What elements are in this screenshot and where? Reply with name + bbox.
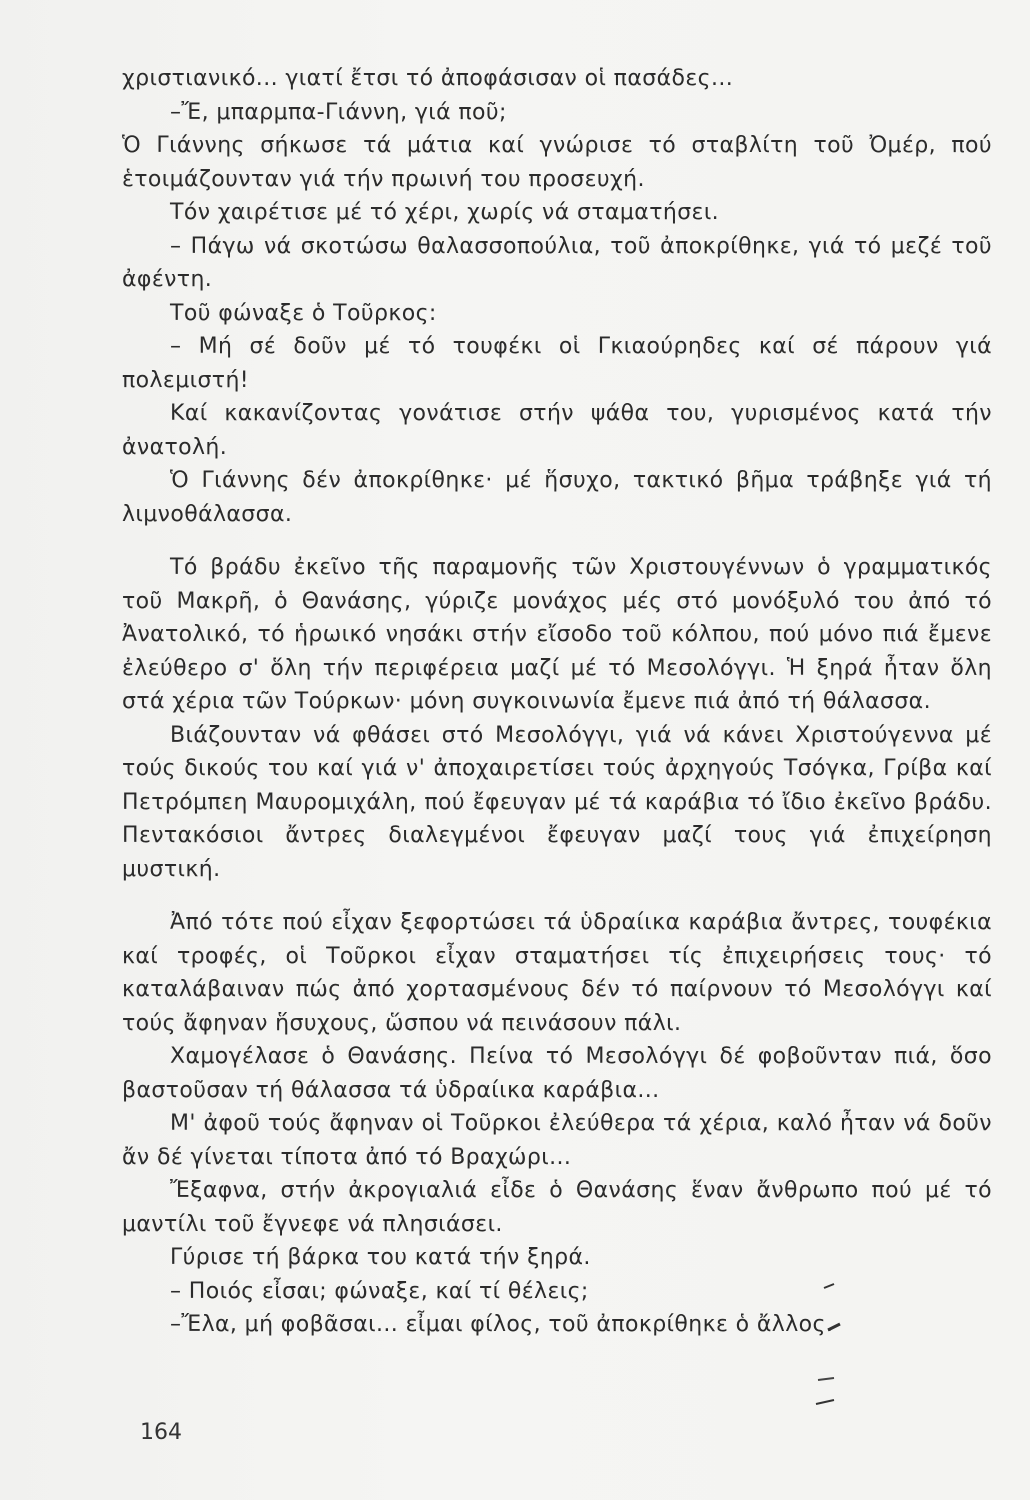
pencil-mark <box>816 1400 834 1404</box>
paragraph: –Ἔλα, μή φοβᾶσαι... εἶμαι φίλος, τοῦ ἀποκρίθηκε ὁ ἄλλος. <box>170 1312 834 1337</box>
paragraph: Χαμογέλασε ὁ Θανάσης. Πείνα τό Μεσολόγγι δέ φοβοῦνταν πιά, ὅσο βαστοῦσαν τή θάλασσα τά ὑδραίικα καράβια... <box>122 1044 992 1103</box>
paragraph: Τοῦ φώναξε ὁ Τοῦρκος: <box>170 300 437 326</box>
paragraph: Μ' ἀφοῦ τούς ἄφηναν οἱ Τοῦρκοι ἐλεύθερα τά χέρια, καλό ἦταν νά δοῦν ἄν δέ γίνεται τίποτα ἀπό τό Βραχώρι... <box>122 1111 992 1170</box>
pencil-mark <box>824 1284 834 1288</box>
page-number: 164 <box>140 1420 182 1445</box>
paragraph: – Πάγω νά σκοτώσω θαλασσοπούλια, τοῦ ἀποκρίθηκε, γιά τό μεζέ τοῦ ἀφέντη. <box>122 233 992 292</box>
paragraph: –Ἔ, μπαρμπα-Γιάννη, γιά ποῦ; <box>170 99 507 125</box>
paragraph: Ὁ Γιάννης δέν ἀποκρίθηκε· μέ ἥσυχο, τακτικό βῆμα τράβηξε γιά τή λιμνοθάλασσα. <box>122 468 992 527</box>
paragraph: Ἔξαφνα, στήν ἀκρογιαλιά εἶδε ὁ Θανάσης ἕναν ἄνθρωπο πού μέ τό μαντίλι τοῦ ἔγνεφε νά πλησιάσει. <box>122 1178 992 1237</box>
margin-pencil-marks <box>810 1280 850 1420</box>
paragraph: Βιάζουνταν νά φθάσει στό Μεσολόγγι, γιά νά κάνει Χριστούγεννα μέ τούς δικούς του καί γιά ν' ἀποχαιρετίσει τούς ἀρχηγούς Τσόγκα, Γρίβα καί Πετρόμπεη Μαυρομιχάλη, πού ἔφευγαν μέ τά καράβια τό ἴδιο ἐκεῖνο βράδυ. Πεντακόσιοι ἄντρες διαλεγμένοι ἔφευγαν μαζί τους γιά ἐπιχείρηση μυστική. <box>122 722 992 882</box>
pencil-mark <box>818 1378 834 1380</box>
paragraph: Τό βράδυ ἐκεῖνο τῆς παραμονῆς τῶν Χριστουγέννων ὁ γραμματικός τοῦ Μακρῆ, ὁ Θανάσης, γύριζε μονάχος μές στό μονόξυλό του ἀπό τό Ἀνατολικό, τό ἡρωικό νησάκι στήν εἴσοδο τοῦ κόλπου, πού μόνο πιά ἔμενε ἐλεύθερο σ' ὅλη τήν περιφέρεια μαζί μέ τό Μεσολόγγι. Ἡ ξηρά ἦταν ὅλη στά χέρια τῶν Τούρκων· μόνη συγκοινωνία ἔμενε πιά ἀπό τή θάλασσα. <box>122 555 992 714</box>
paragraph: Τόν χαιρέτισε μέ τό χέρι, χωρίς νά σταματήσει. <box>170 200 720 225</box>
paragraph: χριστιανικό... γιατί ἔτσι τό ἀποφάσισαν οἱ πασάδες... <box>122 66 734 91</box>
pencil-mark <box>828 1324 840 1330</box>
paragraph: Καί κακανίζοντας γονάτισε στήν ψάθα του, γυρισμένος κατά τήν ἀνατολή. <box>122 401 992 460</box>
paragraph: Ἀπό τότε πού εἶχαν ξεφορτώσει τά ὑδραίικα καράβια ἄντρες, τουφέκια καί τροφές, οἱ Τοῦρκοι εἶχαν σταματήσει τίς ἐπιχειρήσεις τους· τό καταλάβαιναν πώς ἀπό χορτασμένους δέν τό παίρνουν τό Μεσολόγγι καί τούς ἄφηναν ἥσυχους, ὥσπου νά πεινάσουν πάλι. <box>122 910 992 1036</box>
paragraph: Γύρισε τή βάρκα του κατά τήν ξηρά. <box>170 1245 591 1270</box>
paragraph: – Μή σέ δοῦν μέ τό τουφέκι οἱ Γκιαούρηδες καί σέ πάρουν γιά πολεμιστή! <box>122 334 992 393</box>
paragraph: – Ποιός εἶσαι; φώναξε, καί τί θέλεις; <box>170 1278 589 1304</box>
paragraph: Ὁ Γιάννης σήκωσε τά μάτια καί γνώρισε τό σταβλίτη τοῦ Ὀμέρ, πού ἑτοιμάζουνταν γιά τήν πρωινή του προσευχή. <box>122 133 992 192</box>
body-text <box>122 62 992 1342</box>
